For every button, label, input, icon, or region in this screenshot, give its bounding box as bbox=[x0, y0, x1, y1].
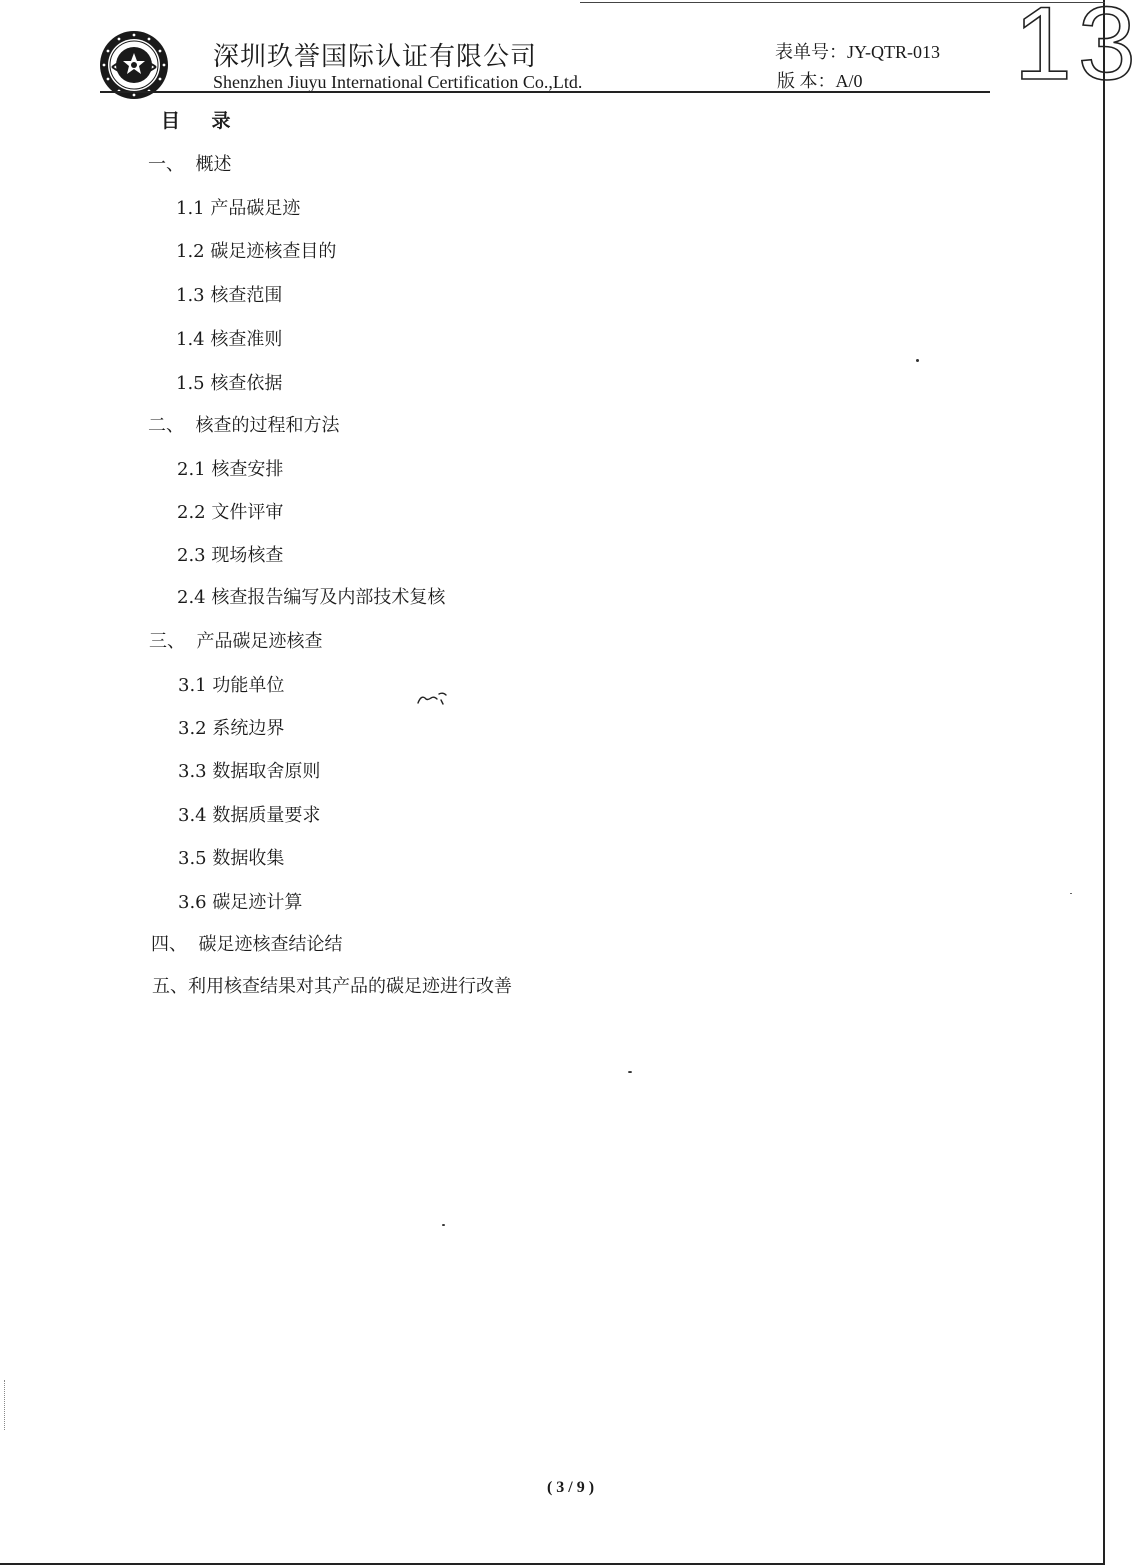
toc-item-3-3: 3.3 数据取舍原则 bbox=[178, 761, 321, 782]
scan-speck bbox=[916, 359, 919, 362]
toc-item-3-1: 3.1 功能单位 bbox=[178, 675, 285, 696]
toc-item-2-1: 2.1 核查安排 bbox=[177, 459, 284, 480]
toc-item-1-1: 1.1 产品碳足迹 bbox=[176, 198, 301, 219]
toc-item-2-3: 2.3 现场核查 bbox=[177, 545, 284, 566]
version-label: 版 本：A/0 bbox=[777, 71, 863, 91]
toc-item-1-4: 1.4 核查准则 bbox=[176, 329, 283, 350]
toc-item-1-3: 1.3 核查范围 bbox=[176, 285, 283, 306]
toc-section-2: 二、 核查的过程和方法 bbox=[148, 415, 340, 436]
toc-item-3-2: 3.2 系统边界 bbox=[178, 718, 285, 739]
toc-item-3-6: 3.6 碳足迹计算 bbox=[178, 892, 303, 913]
toc-item-3-4: 3.4 数据质量要求 bbox=[178, 805, 321, 826]
header-divider bbox=[100, 91, 990, 93]
scan-speck bbox=[442, 1224, 445, 1226]
toc-section-4: 四、 碳足迹核查结论结 bbox=[151, 934, 343, 955]
scan-speck bbox=[1070, 893, 1072, 894]
toc-item-2-4: 2.4 核查报告编写及内部技术复核 bbox=[177, 587, 446, 608]
scan-speck bbox=[628, 1071, 632, 1073]
pen-mark bbox=[415, 690, 449, 708]
company-name-cn: 深圳玖誉国际认证有限公司 bbox=[213, 42, 538, 72]
company-name-en: Shenzhen Jiuyu International Certification Co.,Ltd. bbox=[213, 72, 583, 92]
page-number: ( 3 / 9 ) bbox=[546, 1479, 595, 1496]
form-number: 表单号：JY-QTR-013 bbox=[775, 42, 940, 62]
toc-item-1-2: 1.2 碳足迹核查目的 bbox=[176, 241, 337, 262]
toc-item-1-5: 1.5 核查依据 bbox=[176, 373, 283, 394]
toc-item-3-5: 3.5 数据收集 bbox=[178, 848, 285, 869]
toc-title: 目 录 bbox=[161, 110, 232, 132]
toc-section-1: 一、 概述 bbox=[148, 154, 232, 175]
stamp-number: 13 bbox=[1014, 0, 1142, 102]
toc-section-5: 五、利用核查结果对其产品的碳足迹进行改善 bbox=[152, 976, 512, 997]
scan-edge-mark bbox=[4, 1380, 6, 1430]
toc-section-3: 三、 产品碳足迹核查 bbox=[149, 631, 323, 652]
toc-item-2-2: 2.2 文件评审 bbox=[177, 502, 284, 523]
